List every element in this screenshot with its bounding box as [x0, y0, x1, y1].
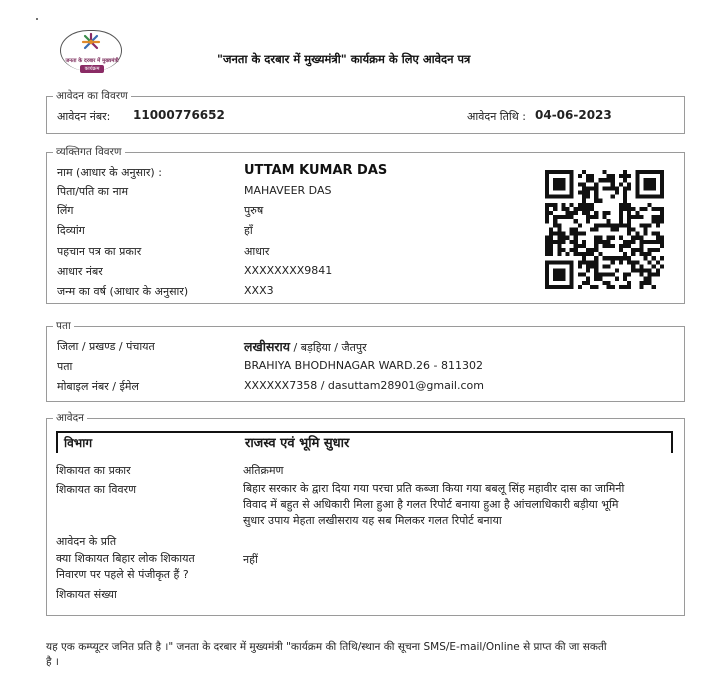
footer-line: है ।	[46, 656, 59, 668]
application-number-label: आवेदन नंबर:	[57, 110, 111, 123]
registered-question-line: निवारण पर पहले से पंजीकृत हैं ?	[56, 568, 189, 581]
aadhaar-number-label: आधार नंबर	[57, 265, 103, 278]
contact-label: मोबाइल नंबर / ईमेल	[57, 380, 139, 393]
logo-badge: कार्यक्रम	[80, 65, 104, 73]
application-details-legend: आवेदन का विवरण	[53, 89, 131, 103]
flower-icon	[80, 32, 102, 52]
footer-line: यह एक कम्प्यूटर जनित प्रति है ।" जनता के दरबार में मुख्यमंत्री "कार्यक्रम की तिथि/स्थान की सूचना SMS/E-mail/Online से प्राप्त की जा सकती	[46, 641, 607, 653]
district-name: लखीसराय	[244, 339, 290, 354]
father-name-value: MAHAVEER DAS	[244, 184, 332, 197]
complaint-number-label: शिकायत संख्या	[56, 588, 117, 601]
qr-modules	[545, 170, 664, 289]
id-type-value: आधार	[244, 245, 270, 258]
department-value: राजस्व एवं भूमि सुधार	[245, 436, 350, 451]
department-label: विभाग	[64, 436, 93, 450]
contact-value: XXXXXX7358 / dasuttam28901@gmail.com	[244, 379, 484, 392]
disabled-value: हाँ	[244, 224, 253, 237]
name-label: नाम (आधार के अनुसार) :	[57, 166, 162, 179]
gender-label: लिंग	[57, 204, 74, 217]
application-details-box	[46, 90, 685, 134]
registered-question	[56, 551, 195, 583]
complaint-detail-line: बिहार सरकार के द्वारा दिया गया परचा प्रति कब्जा किया गया बबलू सिंह महावीर दास का जामिनी	[243, 482, 625, 495]
birth-year-value: XXX3	[244, 284, 274, 297]
complaint-legend: आवेदन	[53, 411, 87, 425]
department-row	[56, 431, 673, 453]
address-label: पता	[57, 360, 73, 373]
address-box	[46, 320, 685, 402]
block-panchayat: / बड़हिया / जैतपुर	[290, 341, 367, 354]
qr-code	[545, 170, 664, 289]
registered-answer: नहीं	[243, 553, 258, 566]
application-date-label: आवेदन तिथि :	[467, 110, 526, 123]
district-label: जिला / प्रखण्ड / पंचायत	[57, 340, 155, 353]
complaint-type-value: अतिक्रमण	[243, 464, 284, 477]
complaint-detail-text	[243, 481, 683, 529]
page-title: "जनता के दरबार में मुख्यमंत्री" कार्यक्रम के लिए आवेदन पत्र	[217, 52, 471, 66]
logo-caption: जनता के दरबार में मुख्यमंत्री	[65, 58, 119, 64]
gender-value: पुरुष	[244, 204, 264, 217]
program-logo	[46, 30, 138, 76]
page-dot	[36, 18, 38, 20]
birth-year-label: जन्म का वर्ष (आधार के अनुसार)	[57, 285, 189, 298]
address-legend: पता	[53, 319, 74, 333]
application-number-value: 11000776652	[133, 108, 225, 122]
complaint-type-label: शिकायत का प्रकार	[56, 464, 131, 477]
complaint-detail-line: सुधार उपाय मेहता लखीसराय यह सब मिलकर गलत रिपोर्ट बनाया	[243, 514, 502, 527]
disabled-label: दिव्यांग	[57, 224, 85, 237]
address-value: BRAHIYA BHODHNAGAR WARD.26 - 811302	[244, 359, 483, 372]
father-name-label: पिता/पति का नाम	[57, 185, 129, 198]
aadhaar-number-value: XXXXXXXX9841	[244, 264, 333, 277]
registered-question-line: क्या शिकायत बिहार लोक शिकायत	[56, 552, 195, 565]
complaint-detail-line: विवाद में बहुत से अधिकारी मिला हुआ है गलत रिपोर्ट बनाया हुआ है आंचलाधिकारी बड़ीया भूमि	[243, 498, 619, 511]
application-date-value: 04-06-2023	[535, 108, 612, 122]
personal-details-legend: व्यक्तिगत विवरण	[53, 145, 125, 159]
id-type-label: पहचान पत्र का प्रकार	[57, 245, 142, 258]
district-value	[244, 338, 367, 355]
name-value: UTTAM KUMAR DAS	[244, 163, 388, 178]
copy-to-label: आवेदन के प्रति	[56, 535, 117, 548]
complaint-detail-label: शिकायत का विवरण	[56, 483, 137, 496]
footer-note	[46, 640, 686, 670]
